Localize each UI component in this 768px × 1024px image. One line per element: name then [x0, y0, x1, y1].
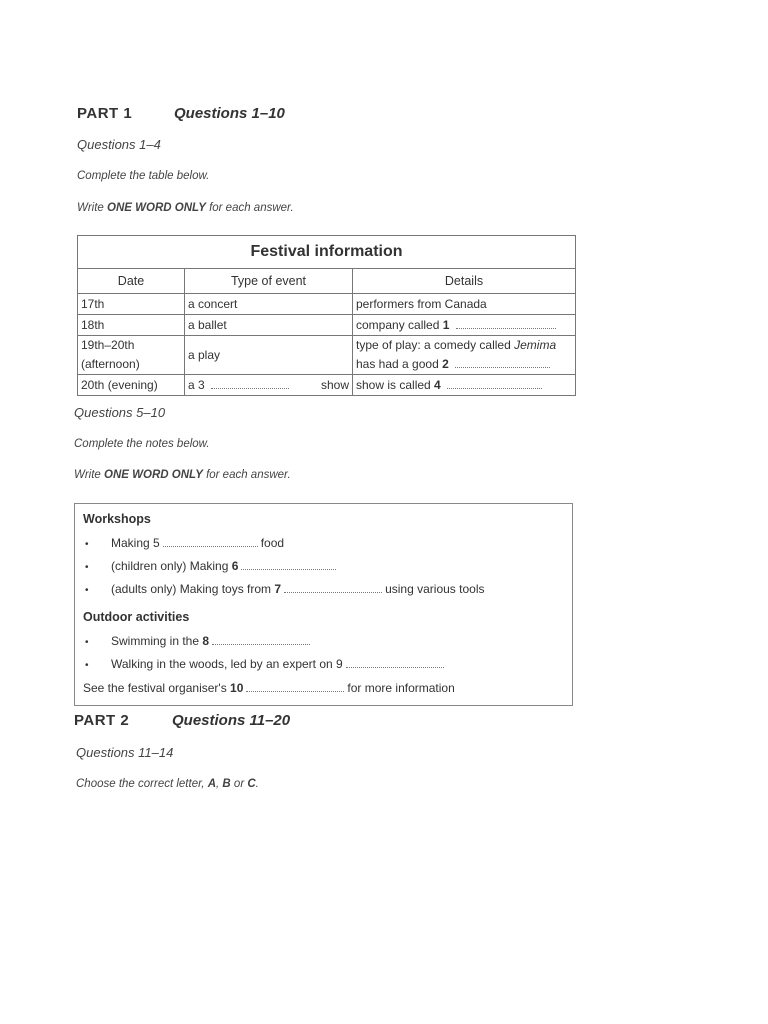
question-number-3: 3	[198, 378, 205, 392]
answer-gap-1[interactable]	[456, 327, 556, 329]
question-number-10: 10	[230, 681, 244, 695]
write-prefix: Write	[74, 469, 101, 481]
notes-footer	[83, 681, 455, 695]
row4-type-suffix: show	[320, 378, 349, 392]
workshops-heading: Workshops	[83, 512, 151, 526]
row3-type: a play	[185, 336, 353, 375]
workshop-7-suffix: using various tools	[385, 582, 485, 596]
answer-gap-3[interactable]	[211, 387, 289, 389]
workshop-5-prefix: Making	[111, 536, 150, 550]
questions-1-4-heading: Questions 1–4	[77, 137, 161, 152]
question-number-1: 1	[442, 318, 450, 332]
table-row	[78, 315, 576, 336]
question-number-7: 7	[274, 582, 282, 596]
outdoor-9-prefix: Walking in the woods, led by an expert on	[111, 657, 333, 671]
question-number-5: 5	[153, 536, 160, 550]
choose-prefix: Choose the correct letter,	[76, 778, 205, 790]
row3-details-line2-text: has had a good	[356, 357, 439, 371]
row2-details	[353, 315, 576, 336]
question-number-4: 4	[434, 378, 441, 392]
part2-questions-range: Questions 11–20	[172, 712, 291, 729]
part1-questions-range: Questions 1–10	[174, 105, 285, 122]
workshop-6-prefix: (children only) Making	[111, 559, 229, 573]
workshop-5-suffix: food	[260, 536, 285, 550]
bullet-icon: •	[85, 562, 89, 573]
bullet-icon: •	[85, 660, 89, 671]
row1-details: performers from Canada	[353, 294, 576, 315]
row1-date: 17th	[78, 294, 185, 315]
row3-date-line1: 19th–20th	[81, 338, 135, 352]
row4-details	[353, 375, 576, 396]
answer-gap-5[interactable]	[163, 545, 258, 547]
option-a: A	[207, 778, 216, 790]
row4-details-text: show is called	[356, 378, 431, 392]
answer-gap-6[interactable]	[241, 568, 336, 570]
write-suffix: for each answer.	[206, 469, 291, 481]
question-number-9: 9	[336, 657, 343, 671]
header-type-of-event: Type of event	[185, 269, 353, 294]
footer-prefix: See the festival organiser's	[83, 681, 227, 695]
row3-date	[78, 336, 185, 375]
row4-date: 20th (evening)	[78, 375, 185, 396]
table-title: Festival information	[78, 236, 576, 269]
answer-gap-2[interactable]	[455, 366, 550, 368]
list-item	[85, 657, 447, 671]
bullet-icon: •	[85, 585, 89, 596]
comma: ,	[216, 778, 220, 790]
choose-letter-instruction	[76, 778, 259, 790]
answer-gap-8[interactable]	[212, 643, 310, 645]
or-text: or	[233, 778, 245, 790]
word-limit-bold: ONE WORD ONLY	[107, 202, 206, 214]
row3-details-prefix: type of play: a comedy called	[356, 338, 511, 352]
row2-type: a ballet	[185, 315, 353, 336]
word-limit-instruction-1	[77, 202, 294, 214]
list-item	[85, 582, 484, 596]
outdoor-activities-heading: Outdoor activities	[83, 610, 190, 624]
footer-suffix: for more information	[347, 681, 455, 695]
row1-type: a concert	[185, 294, 353, 315]
write-suffix: for each answer.	[209, 202, 294, 214]
row4-type-prefix: a	[188, 378, 195, 392]
option-b: B	[222, 778, 231, 790]
row4-type	[185, 375, 353, 396]
row2-details-text: company called	[356, 318, 440, 332]
answer-gap-4[interactable]	[447, 387, 542, 389]
word-limit-instruction-2	[74, 469, 291, 481]
row3-date-line2: (afternoon)	[81, 357, 140, 371]
part1-label: PART 1	[77, 105, 133, 122]
header-details: Details	[353, 269, 576, 294]
row3-details	[353, 336, 576, 375]
notes-instruction: Complete the notes below.	[74, 438, 210, 450]
answer-gap-7[interactable]	[284, 591, 382, 593]
row3-details-title: Jemima	[514, 338, 557, 352]
option-c: C	[247, 778, 256, 790]
header-date: Date	[78, 269, 185, 294]
answer-gap-10[interactable]	[246, 690, 344, 692]
table-row	[78, 336, 576, 375]
answer-gap-9[interactable]	[346, 666, 444, 668]
bullet-icon: •	[85, 637, 89, 648]
list-item	[85, 559, 339, 573]
part2-label: PART 2	[74, 712, 130, 729]
list-item	[85, 634, 313, 648]
questions-5-10-heading: Questions 5–10	[74, 405, 166, 420]
table-row	[78, 294, 576, 315]
festival-information-table	[77, 235, 576, 396]
questions-11-14-heading: Questions 11–14	[76, 745, 174, 760]
question-number-6: 6	[231, 559, 239, 573]
table-instruction: Complete the table below.	[77, 170, 210, 182]
workshop-7-prefix: (adults only) Making toys from	[111, 582, 272, 596]
write-prefix: Write	[77, 202, 104, 214]
list-item	[85, 536, 284, 550]
period: .	[255, 778, 259, 790]
word-limit-bold: ONE WORD ONLY	[104, 469, 203, 481]
notes-box	[74, 503, 573, 706]
row3-details-line2	[356, 355, 572, 374]
question-number-2: 2	[442, 357, 449, 371]
row3-details-line1	[356, 336, 572, 355]
bullet-icon: •	[85, 539, 89, 550]
row2-date: 18th	[78, 315, 185, 336]
outdoor-8-prefix: Swimming in the	[111, 634, 200, 648]
table-row	[78, 375, 576, 396]
question-number-8: 8	[202, 634, 210, 648]
